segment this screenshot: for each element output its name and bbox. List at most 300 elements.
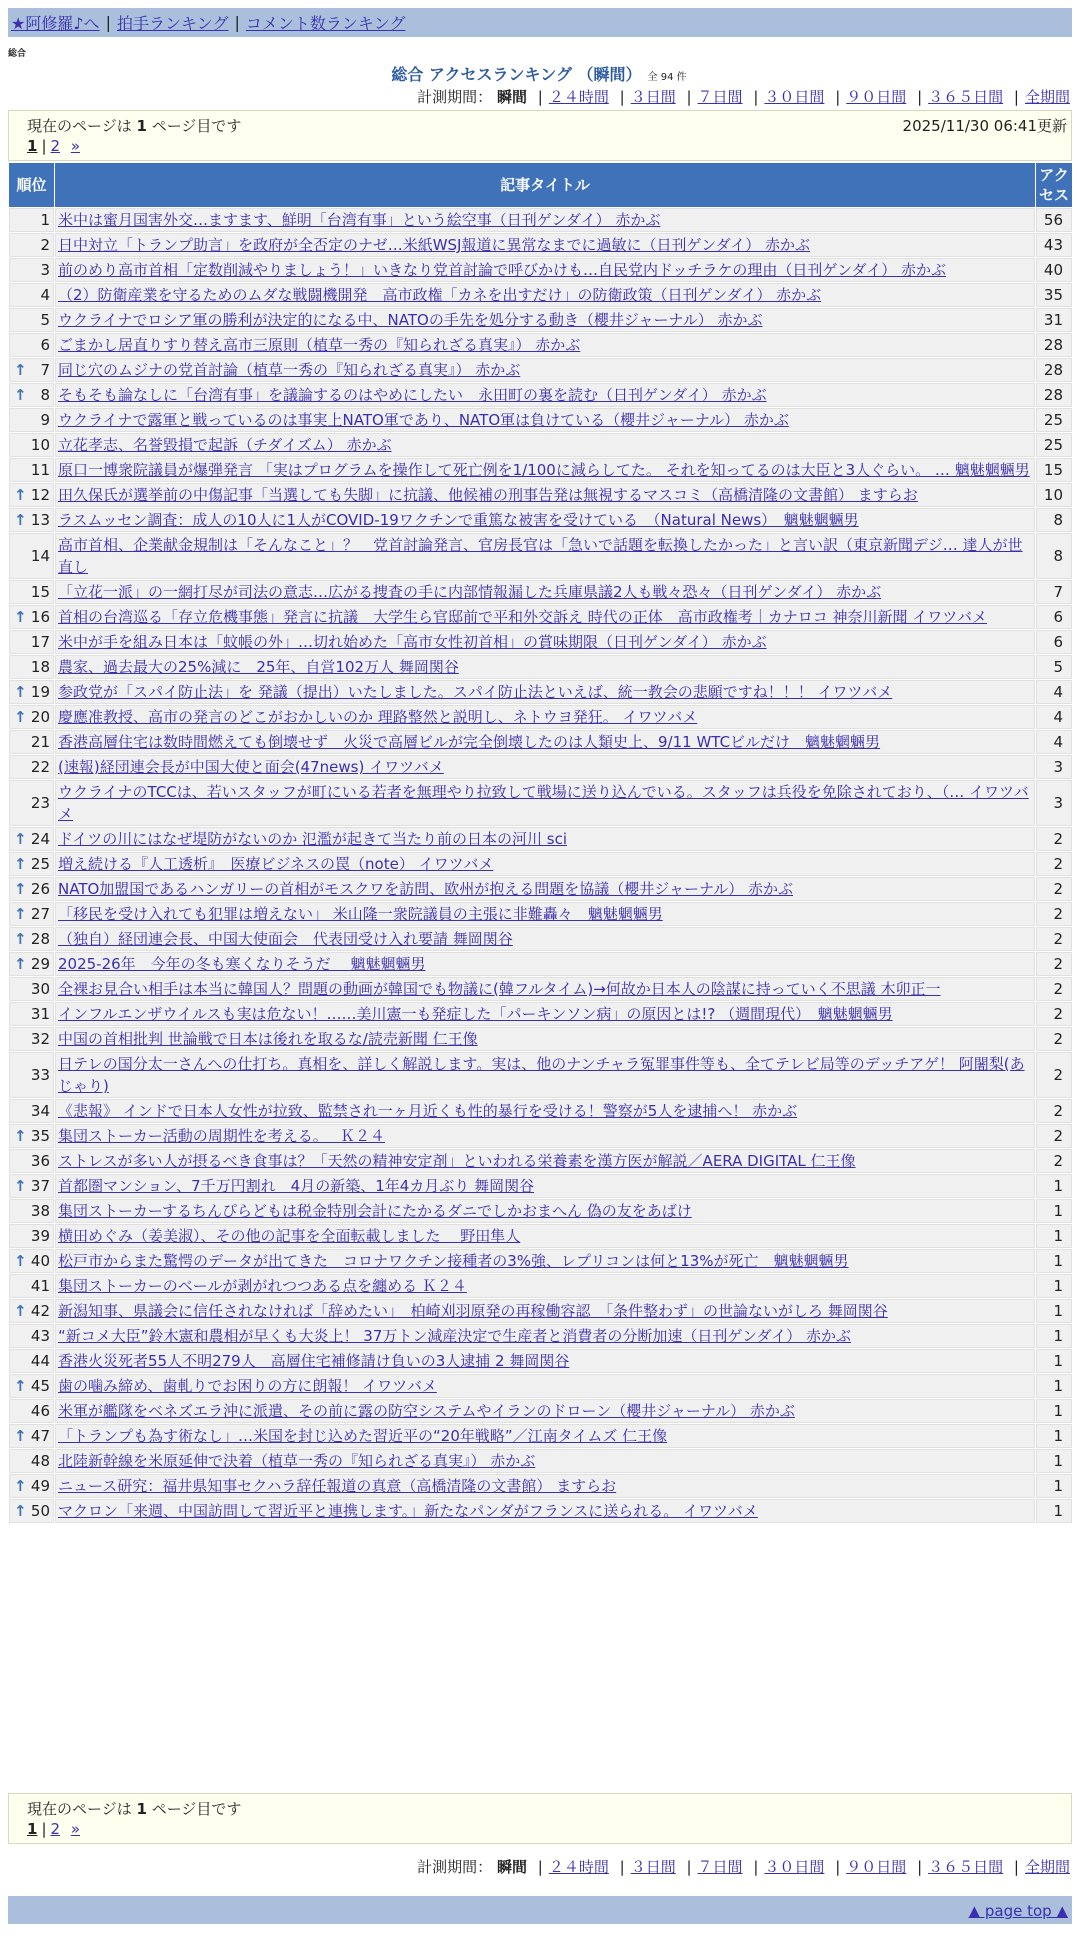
rank-number: 35	[30, 1127, 50, 1145]
access-count: 2	[1036, 977, 1072, 1001]
access-count: 1	[1036, 1424, 1072, 1448]
table-row	[9, 408, 1072, 432]
rank-number: 32	[30, 1030, 50, 1048]
rank-cell	[9, 1174, 54, 1198]
access-count: 1	[1036, 1199, 1072, 1223]
period-selector-bottom: 計測期間： 瞬間 | ２４時間 | ３日間 | ７日間 | ３０日間 | ９０日間 | ３６５日間 | 全期間	[417, 1858, 1070, 1876]
period-3d-link[interactable]: ３日間	[630, 88, 676, 106]
table-row	[9, 952, 1072, 976]
rank-cell	[9, 680, 54, 704]
period-24h-link[interactable]: ２４時間	[548, 1858, 609, 1876]
table-row	[9, 533, 1072, 579]
title-cell	[55, 877, 1035, 901]
title-cell	[55, 605, 1035, 629]
table-row	[9, 630, 1072, 654]
access-count: 15	[1036, 458, 1072, 482]
table-row	[9, 1499, 1072, 1523]
rank-cell	[9, 408, 54, 432]
rank-number: 3	[40, 261, 50, 279]
table-row	[9, 1449, 1072, 1473]
rank-up-arrow-icon: ↑	[14, 511, 27, 529]
table-row	[9, 1149, 1072, 1173]
article-title-link[interactable]: ごまかし居直りすり替え高市三原則（植草一秀の『知られざる真実』） 赤かぶ	[58, 336, 581, 354]
title-cell	[55, 780, 1035, 826]
access-count: 4	[1036, 705, 1072, 729]
table-row	[9, 483, 1072, 507]
access-count: 2	[1036, 852, 1072, 876]
title-cell	[55, 1324, 1035, 1348]
table-row	[9, 730, 1072, 754]
table-row	[9, 333, 1072, 357]
rank-number: 37	[30, 1177, 50, 1195]
rank-cell	[9, 755, 54, 779]
title-cell	[55, 358, 1035, 382]
rank-cell	[9, 705, 54, 729]
rank-cell	[9, 433, 54, 457]
page-info: 現在のページは 1 ページ目です	[27, 1800, 242, 1818]
article-title-link[interactable]: 米中が手を組み日本は「蚊帳の外」…切れ始めた「高市女性初首相」の賞味期限（日刊ゲンダイ） 赤かぶ	[58, 633, 767, 651]
period-label: 計測期間：	[417, 1858, 493, 1876]
article-title-link[interactable]: 「トランプも為す術なし」…米国を封じ込めた習近平の“20年戦略”／江南タイムズ 仁王像	[58, 1427, 668, 1445]
article-title-link[interactable]: インフルエンザウイルスも実は危ない！……美川憲一も発症した「パーキンソン病」の原因とは!? （週間現代） 魑魅魍魎男	[58, 1005, 893, 1023]
title-cell	[55, 208, 1035, 232]
access-count: 25	[1036, 408, 1072, 432]
table-row	[9, 1224, 1072, 1248]
article-title-link[interactable]: 日テレの国分太一さんへの仕打ち。真相を、詳しく解説します。実は、他のナンチャラ冤罪事件等も、全てテレビ局等のデッチアゲ！ 阿闍梨(あじゃり)	[58, 1055, 1025, 1095]
article-title-link[interactable]: 田久保氏が選挙前の中傷記事「当選しても失脚」に抗議、他候補の刑事告発は無視するマスコミ（高橋清隆の文書館） ますらお	[58, 486, 918, 504]
rank-number: 20	[30, 708, 50, 726]
period-7d-link[interactable]: ７日間	[697, 1858, 743, 1876]
title-cell	[55, 680, 1035, 704]
period-all-link[interactable]: 全期間	[1024, 88, 1070, 106]
title-cell	[55, 1199, 1035, 1223]
rank-cell	[9, 1349, 54, 1373]
table-row	[9, 977, 1072, 1001]
access-count: 28	[1036, 333, 1072, 357]
table-row	[9, 927, 1072, 951]
table-row	[9, 1002, 1072, 1026]
rank-cell	[9, 483, 54, 507]
table-header-row	[9, 163, 1072, 207]
title-cell	[55, 1124, 1035, 1148]
access-count: 2	[1036, 1124, 1072, 1148]
title-cell	[55, 483, 1035, 507]
rank-up-arrow-icon: ↑	[14, 1377, 27, 1395]
access-count: 31	[1036, 308, 1072, 332]
rank-cell	[9, 258, 54, 282]
title-cell	[55, 1149, 1035, 1173]
title-cell	[55, 827, 1035, 851]
period-90d-link[interactable]: ９０日間	[846, 1858, 907, 1876]
pager-current-page: 1	[27, 1820, 38, 1838]
title-cell	[55, 755, 1035, 779]
article-title-link[interactable]: 《悲報》 インドで日本人女性が拉致、監禁され一ヶ月近くも性的暴行を受ける！警察が5人を逮捕へ！ 赤かぶ	[58, 1102, 798, 1120]
rank-cell	[9, 1027, 54, 1051]
article-title-link[interactable]: 中国の首相批判 世論戦で日本は後れを取るな/読売新聞 仁王像	[58, 1030, 478, 1048]
rank-number: 21	[30, 733, 50, 751]
access-count: 2	[1036, 1002, 1072, 1026]
rank-cell	[9, 1002, 54, 1026]
title-cell	[55, 655, 1035, 679]
access-count: 1	[1036, 1274, 1072, 1298]
period-current: 瞬間	[496, 1858, 527, 1876]
ranking-table	[8, 162, 1073, 1524]
article-title-link[interactable]: 米軍が艦隊をベネズエラ沖に派遣、その前に露の防空システムやイランのドローン（櫻井ジャーナル） 赤かぶ	[58, 1402, 795, 1420]
pager-next-link[interactable]: »	[70, 137, 81, 155]
title-cell	[55, 1499, 1035, 1523]
article-title-link[interactable]: 「立花一派」の一網打尽が司法の意志…広がる捜査の手に内部情報漏した兵庫県議2人も戦々恐々（日刊ゲンダイ） 赤かぶ	[58, 583, 882, 601]
article-title-link[interactable]: 「移民を受け入れても犯罪は増えない」 米山隆一衆院議員の主張に非難轟々 魑魅魍魎男	[58, 905, 663, 923]
rank-number: 19	[30, 683, 50, 701]
period-all-link[interactable]: 全期間	[1024, 1858, 1070, 1876]
period-24h-link[interactable]: ２４時間	[548, 88, 609, 106]
article-title-link[interactable]: 農家、過去最大の25%減に 25年、自営102万人 舞岡関谷	[58, 658, 459, 676]
applause-ranking-link[interactable]: 拍手ランキング	[116, 14, 229, 33]
rank-cell	[9, 1224, 54, 1248]
ranking-table-body	[9, 208, 1072, 1523]
table-row	[9, 755, 1072, 779]
article-title-link[interactable]: 松戸市からまた驚愕のデータが出てきた コロナワクチン接種者の3%強、レプリコンは何と13%が死亡 魑魅魍魎男	[58, 1252, 849, 1270]
rank-number: 4	[40, 286, 50, 304]
period-90d-link[interactable]: ９０日間	[846, 88, 907, 106]
table-row	[9, 680, 1072, 704]
access-count: 10	[1036, 483, 1072, 507]
rank-up-arrow-icon: ↑	[14, 708, 27, 726]
rank-number: 22	[30, 758, 50, 776]
rank-up-arrow-icon: ↑	[14, 386, 27, 404]
period-selector-top: 計測期間： 瞬間 | ２４時間 | ３日間 | ７日間 | ３０日間 | ９０日間 | ３６５日間 | 全期間	[417, 88, 1070, 106]
rank-cell	[9, 283, 54, 307]
article-title-link[interactable]: 増え続ける『人工透析』 医療ビジネスの罠（note） イワツバメ	[58, 855, 494, 873]
article-title-link[interactable]: 横田めぐみ（姜美淑）、その他の記事を全面転載しました 野田隼人	[58, 1227, 521, 1245]
rank-number: 2	[40, 236, 50, 254]
rank-cell	[9, 458, 54, 482]
article-title-link[interactable]: ウクライナで露軍と戦っているのは事実上NATO軍であり、NATO軍は負けている（櫻井ジャーナル） 赤かぶ	[58, 411, 789, 429]
access-count: 2	[1036, 927, 1072, 951]
period-3d-link[interactable]: ３日間	[630, 1858, 676, 1876]
article-title-link[interactable]: 集団ストーカーするちんぴらどもは税金特別会計にたかるダニでしかおまへん 偽の友をあばけ	[58, 1202, 692, 1220]
access-count: 1	[1036, 1399, 1072, 1423]
rank-cell	[9, 1474, 54, 1498]
access-count: 3	[1036, 755, 1072, 779]
table-row	[9, 1474, 1072, 1498]
table-row	[9, 1324, 1072, 1348]
rank-up-arrow-icon: ↑	[14, 855, 27, 873]
rank-number: 23	[30, 794, 50, 812]
access-count: 43	[1036, 233, 1072, 257]
table-row	[9, 580, 1072, 604]
column-access: アクセス	[1036, 163, 1072, 207]
table-row	[9, 508, 1072, 532]
rank-cell	[9, 233, 54, 257]
category-label: 総合	[8, 49, 27, 59]
article-title-link[interactable]: 香港高層住宅は数時間燃えても倒壊せず 火災で高層ビルが完全倒壊したのは人類史上、9/11 WTCビルだけ 魑魅魍魎男	[58, 733, 881, 751]
column-rank: 順位	[9, 163, 54, 207]
access-count: 56	[1036, 208, 1072, 232]
title-cell	[55, 977, 1035, 1001]
access-count: 1	[1036, 1374, 1072, 1398]
table-row	[9, 1124, 1072, 1148]
table-row	[9, 1424, 1072, 1448]
rank-number: 40	[30, 1252, 50, 1270]
rank-number: 11	[30, 461, 50, 479]
period-current: 瞬間	[496, 88, 527, 106]
rank-cell	[9, 1274, 54, 1298]
table-row	[9, 852, 1072, 876]
article-title-link[interactable]: 日中対立「トランプ助言」を政府が全否定のナゼ…米紙WSJ報道に異常なまでに過敏に（日刊ゲンダイ） 赤かぶ	[58, 236, 811, 254]
title-cell	[55, 1449, 1035, 1473]
rank-number: 1	[40, 211, 50, 229]
ranking-title: 総合 アクセスランキング （瞬間）	[391, 65, 642, 84]
rank-number: 9	[40, 411, 50, 429]
access-count: 1	[1036, 1474, 1072, 1498]
rank-number: 43	[30, 1327, 50, 1345]
title-cell	[55, 383, 1035, 407]
article-title-link[interactable]: ウクライナでロシア軍の勝利が決定的になる中、NATOの手先を処分する動き（櫻井ジャーナル） 赤かぶ	[58, 311, 763, 329]
rank-cell	[9, 952, 54, 976]
article-title-link[interactable]: (速報)経団連会長が中国大使と面会(47news) イワツバメ	[58, 758, 444, 776]
rank-cell	[9, 1424, 54, 1448]
rank-cell	[9, 358, 54, 382]
rank-number: 24	[30, 830, 50, 848]
period-30d-link[interactable]: ３０日間	[764, 88, 825, 106]
rank-number: 14	[30, 547, 50, 565]
rank-number: 12	[30, 486, 50, 504]
rank-cell	[9, 1249, 54, 1273]
article-title-link[interactable]: ニュース研究：福井県知事セクハラ辞任報道の真意（高橋清隆の文書館） ますらお	[58, 1477, 617, 1495]
rank-up-arrow-icon: ↑	[14, 1177, 27, 1195]
rank-up-arrow-icon: ↑	[14, 486, 27, 504]
article-title-link[interactable]: 同じ穴のムジナの党首討論（植草一秀の『知られざる真実』） 赤かぶ	[58, 361, 521, 379]
title-cell	[55, 1399, 1035, 1423]
table-row	[9, 1399, 1072, 1423]
article-title-link[interactable]: 香港火災死者55人不明279人 高層住宅補修請け負いの3人逮捕 2 舞岡関谷	[58, 1352, 570, 1370]
access-count: 4	[1036, 730, 1072, 754]
table-row	[9, 705, 1072, 729]
access-count: 5	[1036, 655, 1072, 679]
rank-cell	[9, 333, 54, 357]
title-cell	[55, 233, 1035, 257]
access-count: 2	[1036, 952, 1072, 976]
access-count: 1	[1036, 1324, 1072, 1348]
rank-up-arrow-icon: ↑	[14, 683, 27, 701]
rank-up-arrow-icon: ↑	[14, 955, 27, 973]
pager-next-link[interactable]: »	[70, 1820, 81, 1838]
rank-number: 18	[30, 658, 50, 676]
access-count: 2	[1036, 902, 1072, 926]
nav-separator: |	[234, 13, 240, 32]
rank-cell	[9, 383, 54, 407]
comment-ranking-link[interactable]: コメント数ランキング	[245, 14, 406, 33]
article-title-link[interactable]: 原口一博衆院議員が爆弾発言 「実はプログラムを操作して死亡例を1/100に減らしてた。 それを知ってるのは大臣と3人ぐらい。 … 魑魅魍魎男	[58, 461, 1030, 479]
title-cell	[55, 630, 1035, 654]
article-title-link[interactable]: 北陸新幹線を米原延伸で決着（植草一秀の『知られざる真実』） 赤かぶ	[58, 1452, 536, 1470]
access-count: 1	[1036, 1349, 1072, 1373]
pager-bottom: 1 | 2 »	[27, 1820, 81, 1838]
pager-page-2[interactable]: 2	[50, 137, 61, 155]
title-cell	[55, 1099, 1035, 1123]
article-title-link[interactable]: そもそも論なしに「台湾有事」を議論するのはやめにしたい 永田町の裏を読む（日刊ゲンダイ） 赤かぶ	[58, 386, 767, 404]
article-title-link[interactable]: 慶應准教授、高市の発言のどこがおかしいのか 理路整然と説明し、ネトウヨ発狂。 イワツバメ	[58, 708, 698, 726]
rank-number: 44	[30, 1352, 50, 1370]
article-title-link[interactable]: 2025-26年 今年の冬も寒くなりそうだ 魑魅魍魎男	[58, 955, 426, 973]
title-cell	[55, 1027, 1035, 1051]
rank-cell	[9, 852, 54, 876]
rank-cell	[9, 877, 54, 901]
rank-number: 17	[30, 633, 50, 651]
rank-cell	[9, 1299, 54, 1323]
rank-number: 39	[30, 1227, 50, 1245]
table-row	[9, 1299, 1072, 1323]
title-cell	[55, 852, 1035, 876]
title-cell	[55, 1002, 1035, 1026]
rank-cell	[9, 208, 54, 232]
rank-cell	[9, 533, 54, 579]
column-title: 記事タイトル	[55, 163, 1035, 207]
period-30d-link[interactable]: ３０日間	[764, 1858, 825, 1876]
pager-top: 1 | 2 »	[27, 137, 81, 155]
table-row	[9, 1027, 1072, 1051]
rank-cell	[9, 730, 54, 754]
article-title-link[interactable]: 米中は蜜月国害外交…ますます、鮮明「台湾有事」という絵空事（日刊ゲンダイ） 赤かぶ	[58, 211, 661, 229]
rank-cell	[9, 1052, 54, 1098]
article-title-link[interactable]: 集団ストーカー活動の周期性を考える。 Ｋ２４	[58, 1127, 385, 1145]
table-row	[9, 1374, 1072, 1398]
rank-cell	[9, 655, 54, 679]
rank-number: 16	[30, 608, 50, 626]
access-count: 1	[1036, 1224, 1072, 1248]
period-365d-link[interactable]: ３６５日間	[928, 1858, 1004, 1876]
table-row	[9, 358, 1072, 382]
table-row	[9, 1249, 1072, 1273]
home-link[interactable]: ★阿修羅♪へ	[11, 14, 100, 33]
rank-up-arrow-icon: ↑	[14, 1127, 27, 1145]
table-row	[9, 433, 1072, 457]
top-nav-bar	[8, 8, 1072, 37]
article-title-link[interactable]: ドイツの川にはなぜ堤防がないのか 氾濫が起きて当たり前の日本の河川 sci	[58, 830, 568, 848]
article-title-link[interactable]: （独自）経団連会長、中国大使面会 代表団受け入れ要請 舞岡関谷	[58, 930, 513, 948]
article-title-link[interactable]: 首都圏マンション、7千万円割れ 4月の新築、1年4カ月ぶり 舞岡関谷	[58, 1177, 535, 1195]
updated-timestamp: 2025/11/30 06:41更新	[902, 117, 1067, 135]
access-count: 28	[1036, 358, 1072, 382]
rank-number: 46	[30, 1402, 50, 1420]
table-row	[9, 258, 1072, 282]
title-cell	[55, 433, 1035, 457]
rank-number: 10	[30, 436, 50, 454]
rank-number: 38	[30, 1202, 50, 1220]
title-cell	[55, 1274, 1035, 1298]
rank-cell	[9, 827, 54, 851]
table-row	[9, 1199, 1072, 1223]
table-row	[9, 827, 1072, 851]
rank-up-arrow-icon: ↑	[14, 930, 27, 948]
rank-number: 34	[30, 1102, 50, 1120]
rank-up-arrow-icon: ↑	[14, 830, 27, 848]
article-title-link[interactable]: “新コメ大臣”鈴木憲和農相が早くも大炎上！ 37万トン減産決定で生産者と消費者の分断加速（日刊ゲンダイ） 赤かぶ	[58, 1327, 851, 1345]
period-365d-link[interactable]: ３６５日間	[928, 88, 1004, 106]
article-title-link[interactable]: 高市首相、企業献金規制は「そんなこと」？ 党首討論発言、官房長官は「急いで話題を転換したかった」と言い訳（東京新聞デジ… 達人が世直し	[58, 536, 1023, 576]
rank-number: 28	[30, 930, 50, 948]
access-count: 1	[1036, 1249, 1072, 1273]
rank-cell	[9, 630, 54, 654]
table-row	[9, 605, 1072, 629]
rank-number: 27	[30, 905, 50, 923]
rank-number: 50	[30, 1502, 50, 1520]
title-cell	[55, 1349, 1035, 1373]
rank-cell	[9, 308, 54, 332]
article-title-link[interactable]: 新潟知事、県議会に信任されなければ「辞めたい」 柏崎刈羽原発の再稼働容認 「条件整わず」の世論ないがしろ 舞岡関谷	[58, 1302, 888, 1320]
access-count: 1	[1036, 1449, 1072, 1473]
access-count: 2	[1036, 1149, 1072, 1173]
article-title-link[interactable]: （2）防衛産業を守るためのムダな戦闘機開発 高市政権「カネを出すだけ」の防衛政策（日刊ゲンダイ） 赤かぶ	[58, 286, 822, 304]
rank-cell	[9, 927, 54, 951]
article-title-link[interactable]: 集団ストーカーのベールが剥がれつつある点を纏める Ｋ２４	[58, 1277, 467, 1295]
access-count: 25	[1036, 433, 1072, 457]
article-title-link[interactable]: 全裸お見合い相手は本当に韓国人？問題の動画が韓国でも物議に(韓フルタイム)→何故か日本人の陰謀に持っていく不思議 木卯正一	[58, 980, 941, 998]
rank-number: 30	[30, 980, 50, 998]
rank-cell	[9, 1374, 54, 1398]
title-cell	[55, 1424, 1035, 1448]
article-title-link[interactable]: 歯の噛み締め、歯軋りでお困りの方に朗報！ イワツバメ	[58, 1377, 437, 1395]
rank-cell	[9, 1149, 54, 1173]
table-row	[9, 1274, 1072, 1298]
access-count: 6	[1036, 605, 1072, 629]
pager-page-2[interactable]: 2	[50, 1820, 61, 1838]
access-count: 1	[1036, 1299, 1072, 1323]
access-count: 2	[1036, 827, 1072, 851]
rank-number: 47	[30, 1427, 50, 1445]
access-count: 8	[1036, 533, 1072, 579]
title-cell	[55, 952, 1035, 976]
table-row	[9, 877, 1072, 901]
article-title-link[interactable]: 参政党が「スパイ防止法」を 発議（提出）いたしました。スパイ防止法といえば、統一教会の悲願ですね！！！ イワツバメ	[58, 683, 893, 701]
access-count: 1	[1036, 1174, 1072, 1198]
title-cell	[55, 458, 1035, 482]
page-info-box-bottom	[8, 1793, 1072, 1844]
article-title-link[interactable]: 立花孝志、名誉毀損で起訴（チダイズム） 赤かぶ	[58, 436, 392, 454]
table-row	[9, 655, 1072, 679]
title-cell	[55, 258, 1035, 282]
article-title-link[interactable]: NATO加盟国であるハンガリーの首相がモスクワを訪問、欧州が抱える問題を協議（櫻井ジャーナル） 赤かぶ	[58, 880, 794, 898]
rank-number: 41	[30, 1277, 50, 1295]
access-count: 6	[1036, 630, 1072, 654]
table-row	[9, 1099, 1072, 1123]
access-count: 2	[1036, 1052, 1072, 1098]
rank-up-arrow-icon: ↑	[14, 1502, 27, 1520]
pager-current-page: 1	[27, 137, 38, 155]
article-title-link[interactable]: 首相の台湾巡る「存立危機事態」発言に抗議 大学生ら官邸前で平和外交訴え 時代の正体 高市政権考｜カナロコ 神奈川新聞 イワツバメ	[58, 608, 988, 626]
page-top-link[interactable]: ▲ page top ▲	[968, 1902, 1068, 1920]
access-count: 35	[1036, 283, 1072, 307]
table-row	[9, 383, 1072, 407]
rank-cell	[9, 1124, 54, 1148]
access-count: 8	[1036, 508, 1072, 532]
title-cell	[55, 927, 1035, 951]
access-count: 3	[1036, 780, 1072, 826]
article-title-link[interactable]: ウクライナのTCCは、若いスタッフが町にいる若者を無理やり拉致して戦場に送り込んでいる。スタッフは兵役を免除されており、（… イワツバメ	[58, 783, 1029, 823]
title-cell	[55, 705, 1035, 729]
article-title-link[interactable]: 前のめり高市首相「定数削減やりましょう！」いきなり党首討論で呼びかけも…自民党内ドッチラケの理由（日刊ゲンダイ） 赤かぶ	[58, 261, 946, 279]
access-count: 2	[1036, 877, 1072, 901]
article-title-link[interactable]: ストレスが多い人が摂るべき食事は？「天然の精神安定剤」といわれる栄養素を漢方医が解説／AERA DIGITAL 仁王像	[58, 1152, 856, 1170]
rank-cell	[9, 780, 54, 826]
rank-number: 42	[30, 1302, 50, 1320]
article-title-link[interactable]: マクロン「来週、中国訪問して習近平と連携します。」新たなパンダがフランスに送られる。 イワツバメ	[58, 1502, 758, 1520]
article-title-link[interactable]: ラスムッセン調査：成人の10人に1人がCOVID-19ワクチンで重篤な被害を受けている （Natural News） 魑魅魍魎男	[58, 511, 859, 529]
period-7d-link[interactable]: ７日間	[697, 88, 743, 106]
rank-number: 8	[40, 386, 50, 404]
rank-cell	[9, 1099, 54, 1123]
